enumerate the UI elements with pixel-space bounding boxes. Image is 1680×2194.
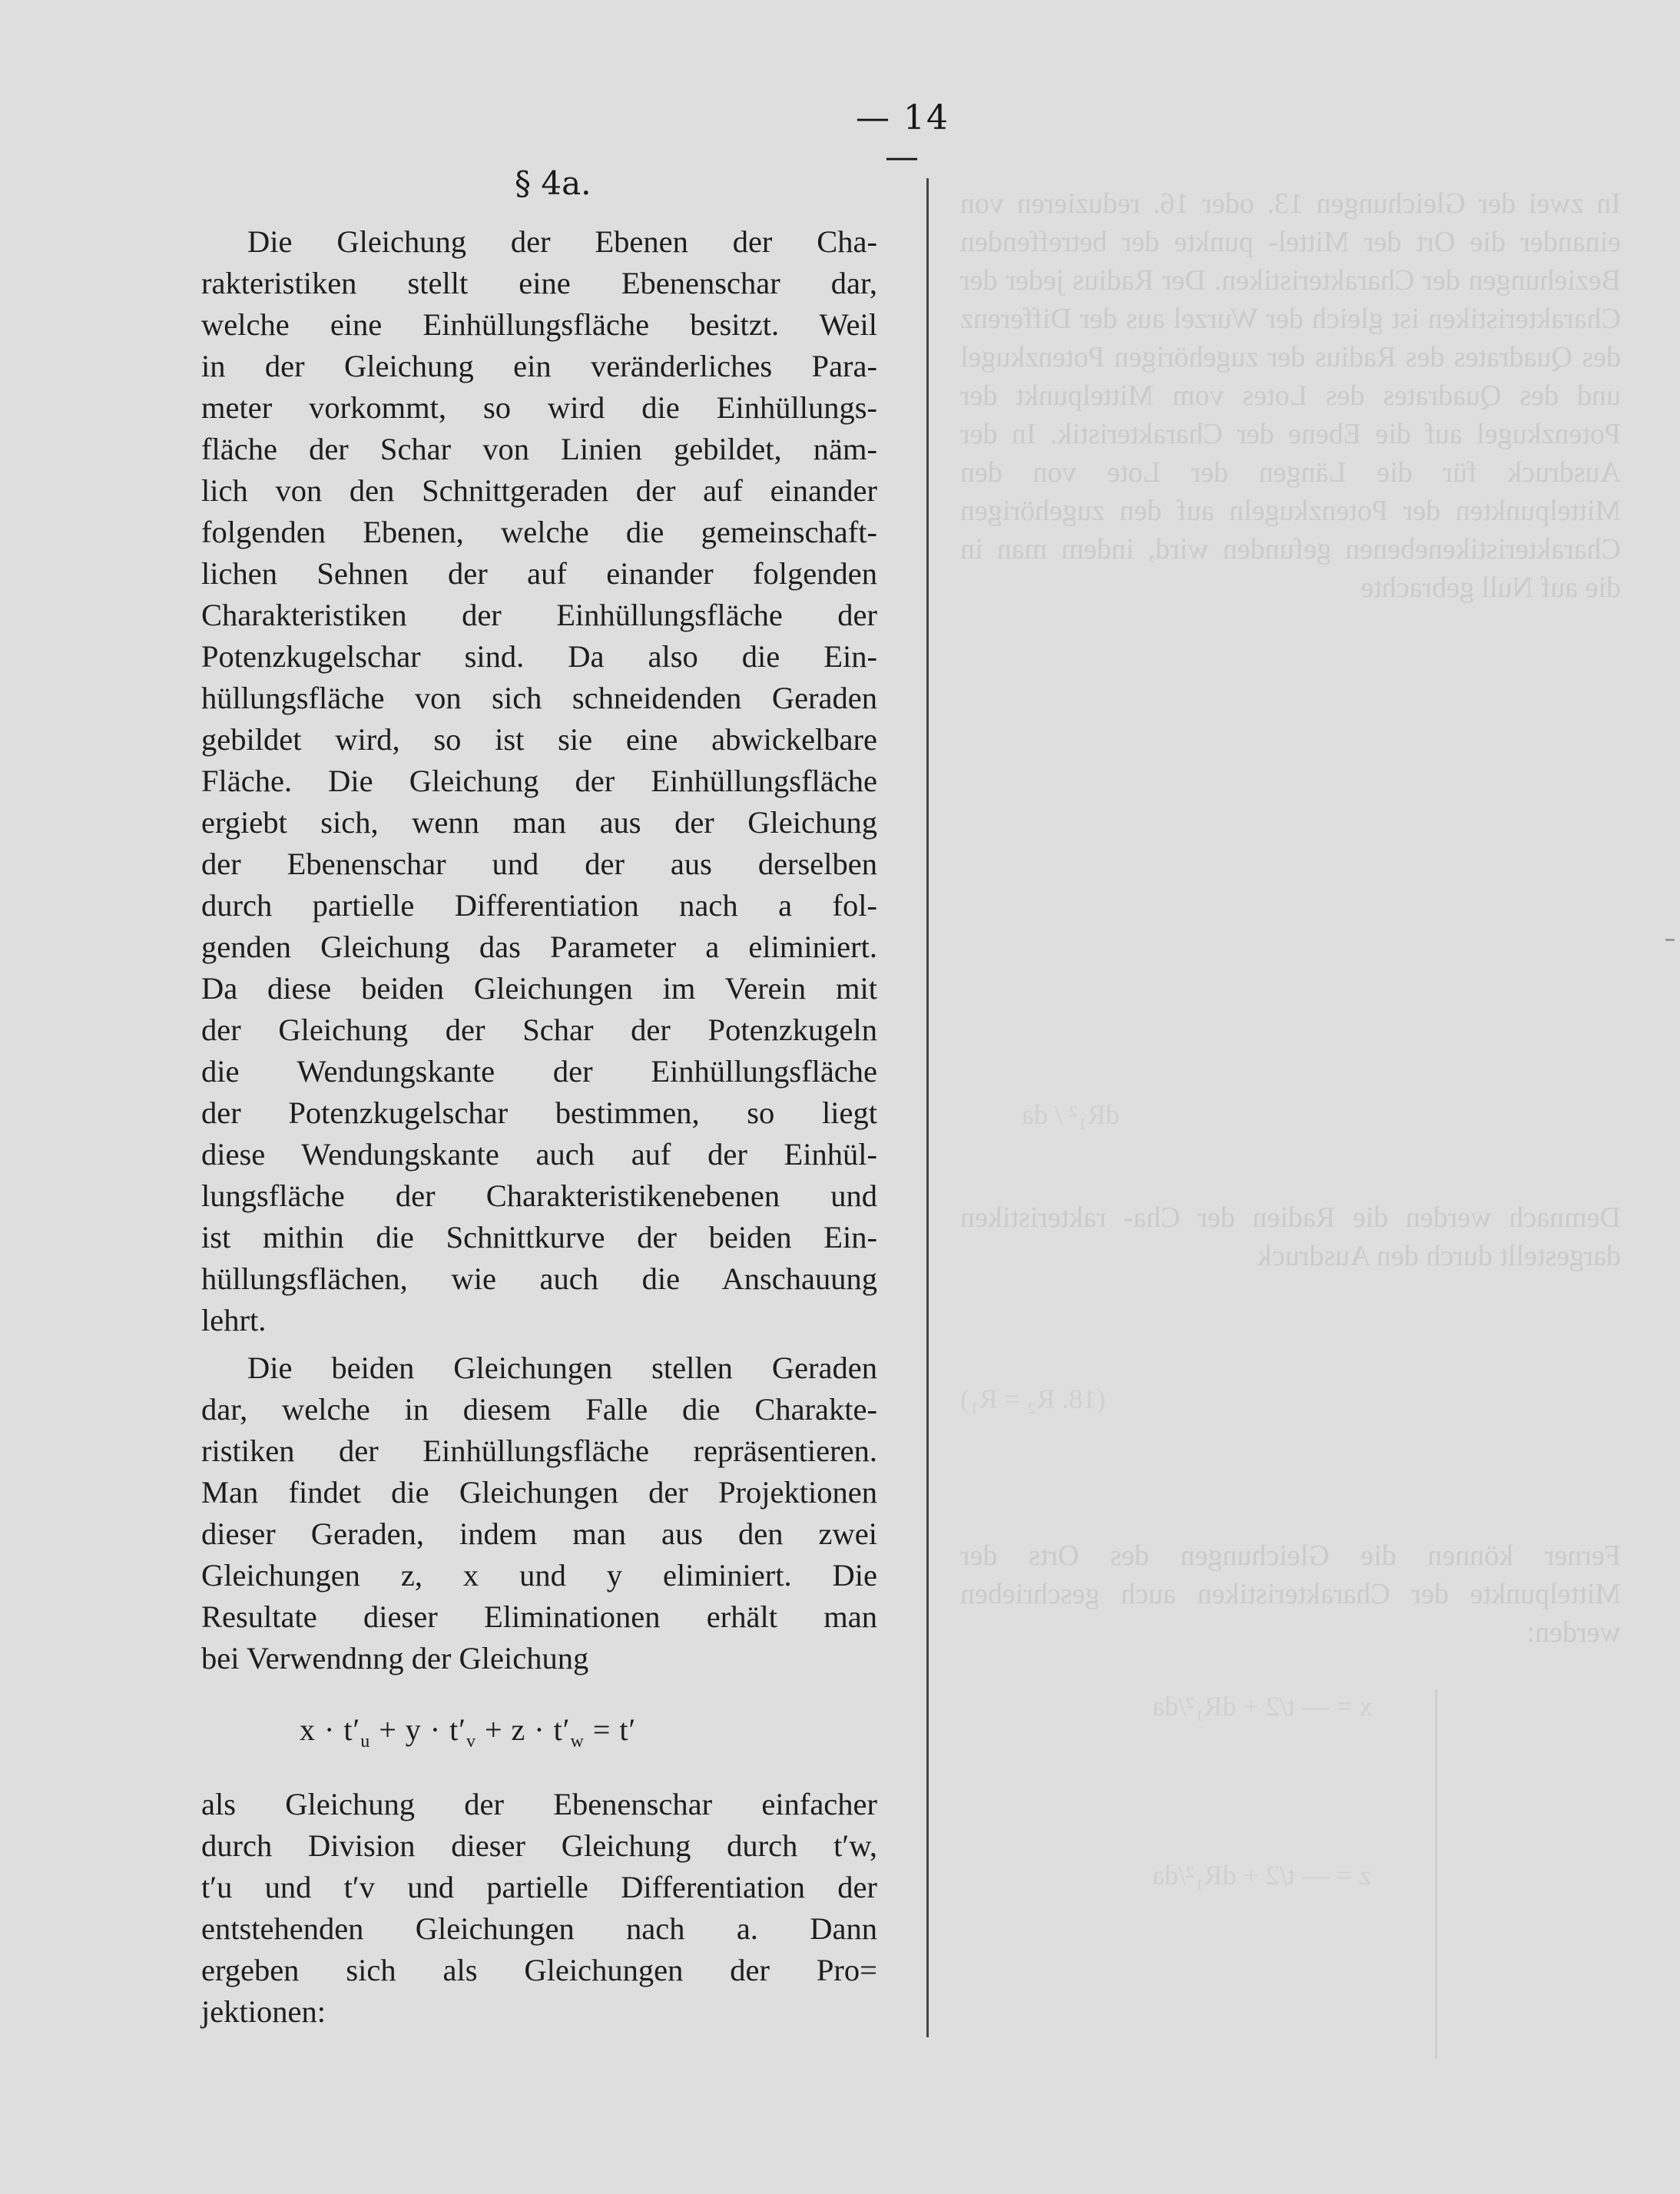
- margin-mark: [1665, 939, 1675, 941]
- text-line: meter vorkommt, so wird die Einhüllungs-: [201, 390, 877, 425]
- text-line: gebildet wird, so ist sie eine abwickelbare: [201, 722, 877, 757]
- text-line: der Gleichung der Schar der Potenzkugeln: [201, 1012, 877, 1047]
- eq-plus: +: [484, 1712, 503, 1747]
- text-line: welche eine Einhüllungsfläche besitzt. Weil: [201, 307, 877, 342]
- paragraph-3: [201, 1784, 877, 2033]
- eq-tw: t′: [553, 1712, 571, 1747]
- text-line: lehrt.: [201, 1303, 267, 1337]
- eq-tu-sub: u: [360, 1732, 371, 1752]
- text-line: Da diese beiden Gleichungen im Verein mit: [201, 971, 877, 1006]
- text-line: dieser Geraden, indem man aus den zwei: [201, 1516, 877, 1551]
- eq-dot: ·: [429, 1712, 442, 1747]
- text-line: Gleichungen z, x und y eliminiert. Die: [201, 1558, 877, 1592]
- text-line: rakteristiken stellt eine Ebenenschar dar,: [201, 266, 877, 300]
- eq-equals: =: [592, 1712, 611, 1747]
- eq-tv-sub: v: [466, 1732, 476, 1752]
- bleed-through-equation: x = — t/2 + dR₁²/da: [1152, 1691, 1373, 1722]
- eq-dot: ·: [324, 1712, 336, 1747]
- bleed-through-text: Ferner können die Gleichungen des Orts der Mittelpunkte der Charakteristiken auch geschrieben werden:: [960, 1539, 1621, 1649]
- paragraph-1: [201, 221, 877, 1341]
- text-line: ergeben sich als Gleichungen der Pro=: [201, 1953, 877, 1987]
- eq-y: y: [405, 1712, 422, 1747]
- text-line: t′u und t′v und partielle Differentiation der: [201, 1870, 877, 1904]
- eq-plus: +: [379, 1712, 397, 1747]
- eq-z: z: [511, 1712, 526, 1747]
- eq-rhs: t′: [619, 1712, 637, 1747]
- paragraph-2: [201, 1347, 877, 1679]
- text-line: folgenden Ebenen, welche die gemeinschaft-: [201, 515, 877, 549]
- plane-equation: [300, 1712, 791, 1752]
- bleed-through-equation: dR₁² / da: [1022, 1099, 1120, 1130]
- text-line: lichen Sehnen der auf einander folgenden: [201, 556, 877, 591]
- text-line: lungsfläche der Charakteristikenebenen und: [201, 1178, 877, 1213]
- section-heading: § 4a.: [515, 164, 591, 202]
- text-line: dar, welche in diesem Falle die Charakte-: [201, 1392, 877, 1427]
- text-line: hüllungsfläche von sich schneidenden Geraden: [201, 681, 877, 715]
- eq-x: x: [300, 1712, 316, 1747]
- text-line: jektionen:: [201, 1994, 326, 2029]
- column-divider: [926, 178, 929, 2037]
- text-line: der Ebenenschar und der aus derselben: [201, 847, 877, 881]
- text-line: Die Gleichung der Ebenen der Cha-: [247, 224, 877, 259]
- text-line: in der Gleichung ein veränderliches Para-: [201, 349, 877, 383]
- bleed-through-text: In zwei der Gleichungen 13. oder 16. reduzieren von einander die Ort der Mittel- punkte der betreffenden Beziehungen der Charakteristiken. Der Radius jeder der Charakteristiken ist gleich der Wurzel aus der Differenz des Quadrates des Radius der zugehörigen Potenzkugel und des Quadrates des Lotes vom Mittelpunkt der Potenzkugel auf die Ebene der Charakteristik. In der Ausdruck für die Längen der Lote von den Mittelpunkten der Potenzkugeln auf den zugehörigen Charakteristikenebenen gefunden wird, indem man in die auf Null gebrachte: [960, 187, 1621, 604]
- text-line: durch partielle Differentiation nach a fol-: [201, 888, 877, 923]
- text-line: Charakteristiken der Einhüllungsfläche der: [201, 598, 877, 632]
- bleed-through-equation: (18. R₂ = R₁): [960, 1384, 1106, 1414]
- bleed-through-brace: [1435, 1690, 1437, 2059]
- bleed-through-equation: z = — t/2 + dR₁²/da: [1152, 1860, 1371, 1891]
- text-line: bei Verwendnng der Gleichung: [201, 1641, 589, 1675]
- text-line: als Gleichung der Ebenenschar einfacher: [201, 1787, 877, 1821]
- text-line: ristiken der Einhüllungsfläche repräsentieren.: [201, 1433, 877, 1468]
- text-line: entstehenden Gleichungen nach a. Dann: [201, 1911, 877, 1946]
- bleed-through-text: Demnach werden die Radien der Cha- rakteristiken dargestellt durch den Ausdruck: [960, 1201, 1621, 1272]
- text-line: diese Wendungskante auch auf der Einhül-: [201, 1137, 877, 1172]
- eq-dot: ·: [534, 1712, 545, 1747]
- text-line: die Wendungskante der Einhüllungsfläche: [201, 1054, 877, 1089]
- eq-tu: t′: [343, 1712, 361, 1747]
- text-line: hüllungsflächen, wie auch die Anschauung: [201, 1261, 877, 1296]
- text-line: lich von den Schnittgeraden der auf einander: [201, 473, 877, 508]
- text-line: Potenzkugelschar sind. Da also die Ein-: [201, 639, 877, 674]
- text-line: Man findet die Gleichungen der Projektionen: [201, 1475, 877, 1510]
- text-line: Fläche. Die Gleichung der Einhüllungsfläche: [201, 764, 877, 798]
- text-line: ergiebt sich, wenn man aus der Gleichung: [201, 805, 877, 840]
- text-line: Die beiden Gleichungen stellen Geraden: [247, 1351, 877, 1385]
- page-number: — 14 —: [856, 98, 949, 177]
- eq-tv: t′: [449, 1712, 466, 1747]
- text-line: ist mithin die Schnittkurve der beiden Ein-: [201, 1220, 877, 1254]
- text-line: der Potenzkugelschar bestimmen, so liegt: [201, 1095, 877, 1130]
- text-line: genden Gleichung das Parameter a eliminiert.: [201, 930, 877, 964]
- text-line: durch Division dieser Gleichung durch t′w,: [201, 1828, 877, 1863]
- text-line: fläche der Schar von Linien gebildet, näm-: [201, 432, 877, 466]
- eq-tw-sub: w: [570, 1732, 585, 1752]
- text-line: Resultate dieser Eliminationen erhält man: [201, 1599, 877, 1634]
